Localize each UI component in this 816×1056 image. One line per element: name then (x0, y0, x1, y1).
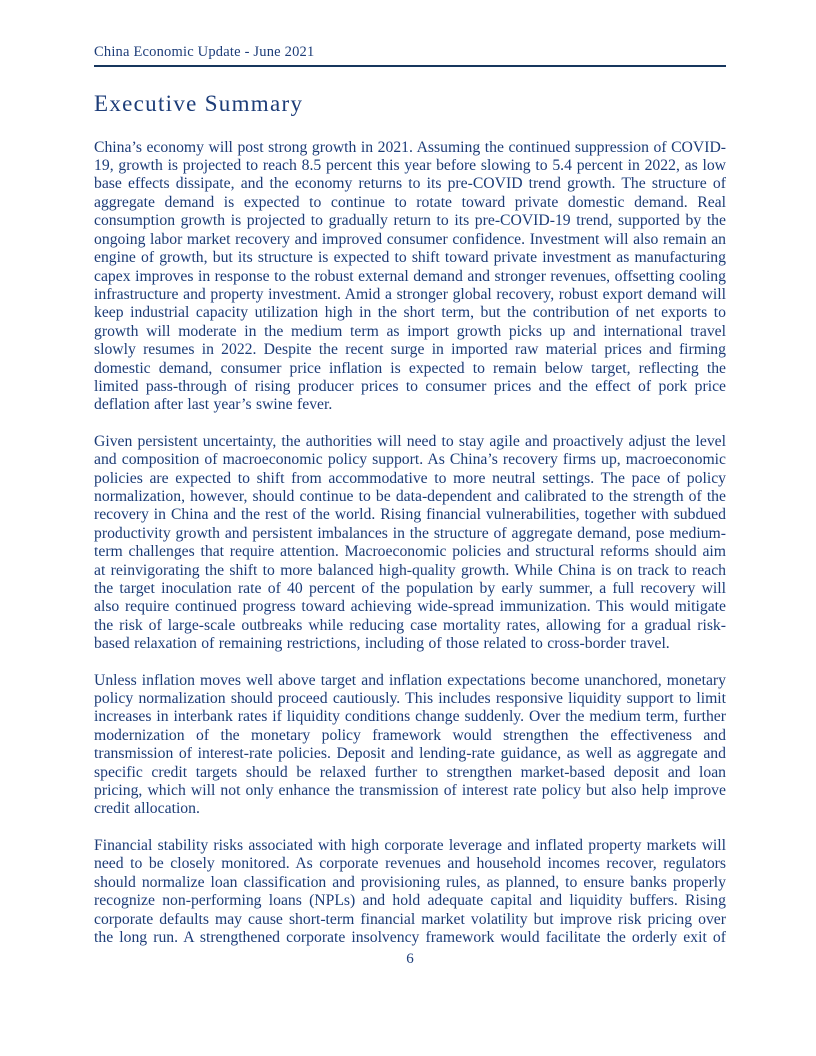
running-header (94, 45, 726, 67)
running-header-text: China Economic Update - June 2021 (94, 44, 315, 60)
paragraph-policy-support: Given persistent uncertainty, the authorities will need to stay agile and proactively adjust the level and composition of macroeconomic policy support. As China’s recovery firms up, macroeconomic policies are expected to shift from accommodative to more neutral settings. The pace of policy normalization, however, should continue to be data-dependent and calibrated to the strength of the recovery in China and the rest of the world. Rising financial vulnerabilities, together with subdued productivity growth and persistent imbalances in the structure of aggregate demand, pose medium-term challenges that require attention. Macroeconomic policies and structural reforms should aim at reinvigorating the shift to more balanced high-quality growth. While China is on track to reach the target inoculation rate of 40 percent of the population by early summer, a full recovery will also require continued progress toward achieving wide-spread immunization. This would mitigate the risk of large-scale outbreaks while reducing case mortality rates, allowing for a gradual risk-based relaxation of remaining restrictions, including of those related to cross-border travel. (94, 432, 726, 653)
page-number: 6 (406, 951, 414, 968)
body-text (94, 139, 726, 948)
page-footer (94, 951, 726, 968)
paragraph-growth-outlook: China’s economy will post strong growth in 2021. Assuming the continued suppression of COVID-19, growth is projected to reach 8.5 percent this year before slowing to 5.4 percent in 2022, as low base effects dissipate, and the economy returns to its pre-COVID trend growth. The structure of aggregate demand is expected to continue to rotate toward private domestic demand. Real consumption growth is projected to gradually return to its pre-COVID-19 trend, supported by the ongoing labor market recovery and improved consumer confidence. Investment will also remain an engine of growth, but its structure is expected to shift toward private investment as manufacturing capex improves in response to the robust external demand and stronger revenues, offsetting cooling infrastructure and property investment. Amid a stronger global recovery, robust export demand will keep industrial capacity utilization high in the short term, but the contribution of net exports to growth will moderate in the medium term as import growth picks up and international travel slowly resumes in 2022. Despite the recent surge in imported raw material prices and firming domestic demand, consumer price inflation is expected to remain below target, reflecting the limited pass-through of rising producer prices to consumer prices and the effect of pork price deflation after last year’s swine fever. (94, 138, 726, 414)
page-title: Executive Summary (94, 91, 304, 117)
paragraph-monetary-policy: Unless inflation moves well above target and inflation expectations become unanchored, monetary policy normalization should proceed cautiously. This includes responsive liquidity support to limit increases in interbank rates if liquidity conditions change suddenly. Over the medium term, further modernization of the monetary policy framework would strengthen the effectiveness and transmission of interest-rate policies. Deposit and lending-rate guidance, as well as aggregate and specific credit targets should be relaxed further to strengthen market-based deposit and loan pricing, which will not only enhance the transmission of interest rate policy but also help improve credit allocation. (94, 671, 726, 818)
paragraph-financial-stability: Financial stability risks associated with high corporate leverage and inflated property markets will need to be closely monitored. As corporate revenues and household incomes recover, regulators should normalize loan classification and provisioning rules, as planned, to ensure banks properly recognize non-performing loans (NPLs) and hold adequate capital and liquidity buffers. Rising corporate defaults may cause short-term financial market volatility but improve risk pricing over the long run. A strengthened corporate insolvency framework would facilitate the orderly exit of (94, 836, 726, 946)
